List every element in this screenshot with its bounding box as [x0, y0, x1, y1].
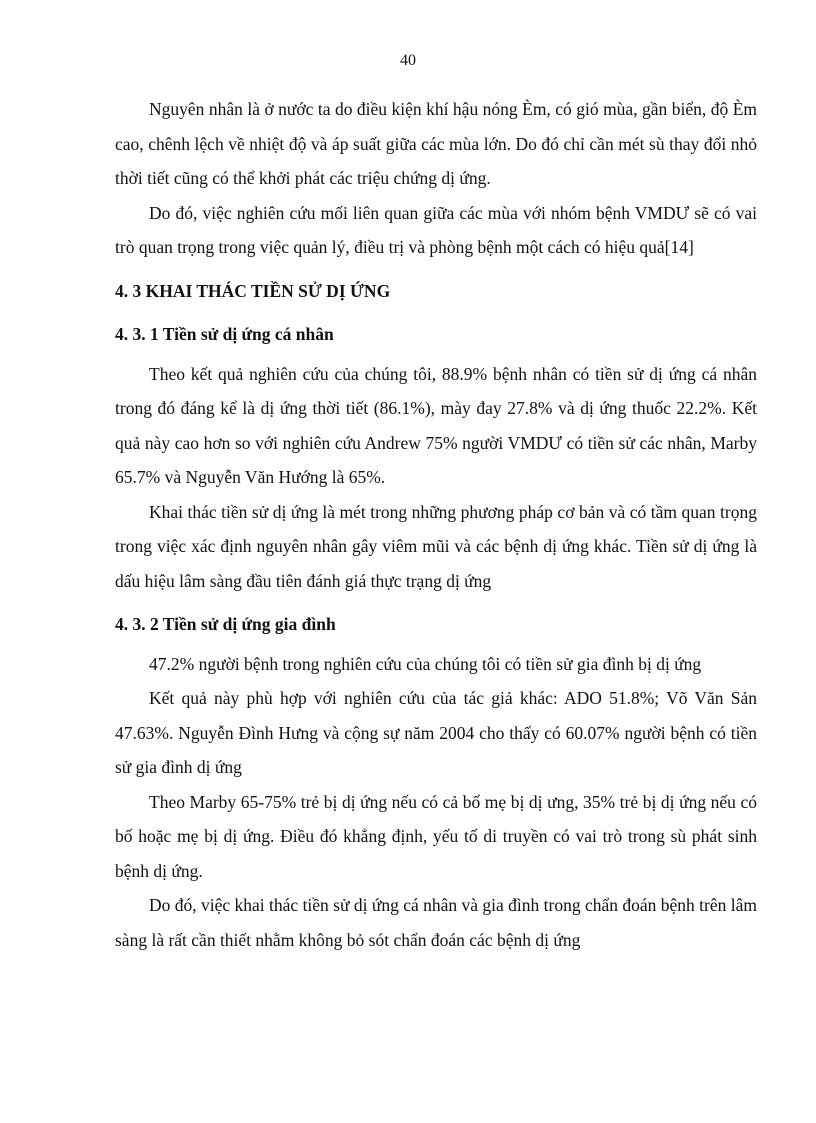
paragraph: Kết quả này phù hợp với nghiên cứu của tác giả khác: ADO 51.8%; Võ Văn Sản 47.63%. Nguyễn Đình Hưng và cộng sự năm 2004 cho thấy có 60.07% người bệnh có tiền sử gia đình dị ứng	[115, 688, 757, 777]
paragraph: 47.2% người bệnh trong nghiên cứu của chúng tôi có tiền sử gia đình bị dị ứng	[149, 653, 702, 674]
subsection-heading: 4. 3. 1 Tiền sử dị ứng cá nhân	[115, 324, 334, 344]
document-body	[115, 92, 757, 957]
paragraph: Nguyên nhân là ở nước ta do điều kiện khí hậu nóng Èm, có gió mùa, gần biển, độ Èm cao, chênh lệch về nhiệt độ và áp suất giữa các mùa lớn. Do đó chỉ cần mét sù thay đổi nhỏ thời tiết cũng có thể khởi phát các triệu chứng dị ứng.	[115, 99, 757, 188]
section-heading: 4. 3 KHAI THÁC TIỀN SỬ DỊ ỨNG	[115, 280, 391, 301]
paragraph: Do đó, việc khai thác tiền sử dị ứng cá nhân và gia đình trong chẩn đoán bệnh trên lâm sàng là rất cần thiết nhằm không bỏ sót chẩn đoán các bệnh dị ứng	[115, 895, 757, 950]
paragraph: Do đó, việc nghiên cứu mối liên quan giữa các mùa với nhóm bệnh VMDƯ sẽ có vai trò quan trọng trong việc quản lý, điều trị và phòng bệnh một cách có hiệu quả[14]	[115, 202, 757, 257]
page-number: 40	[400, 52, 416, 69]
subsection-heading: 4. 3. 2 Tiền sử dị ứng gia đình	[115, 614, 336, 634]
paragraph: Theo Marby 65-75% trẻ bị dị ứng nếu có cả bố mẹ bị dị ưng, 35% trẻ bị dị ứng nếu có bố hoặc mẹ bị dị ứng. Điều đó khẳng định, yếu tố di truyền có vai trò trong sù phát sinh bệnh dị ứng.	[115, 791, 757, 881]
paragraph: Theo kết quả nghiên cứu của chúng tôi, 88.9% bệnh nhân có tiền sử dị ứng cá nhân trong đó đáng kể là dị ứng thời tiết (86.1%), mày đay 27.8% và dị ứng thuốc 22.2%. Kết quả này cao hơn so với nghiên cứu Andrew 75% người VMDƯ có tiền sử các nhân, Marby 65.7% và Nguyễn Văn Hướng là 65%.	[115, 363, 757, 487]
paragraph: Khai thác tiền sử dị ứng là mét trong những phương pháp cơ bản và có tầm quan trọng trong việc xác định nguyên nhân gây viêm mũi và các bệnh dị ứng khác. Tiền sử dị ứng là dấu hiệu lâm sàng đầu tiên đánh giá thực trạng dị ứng	[115, 501, 757, 591]
